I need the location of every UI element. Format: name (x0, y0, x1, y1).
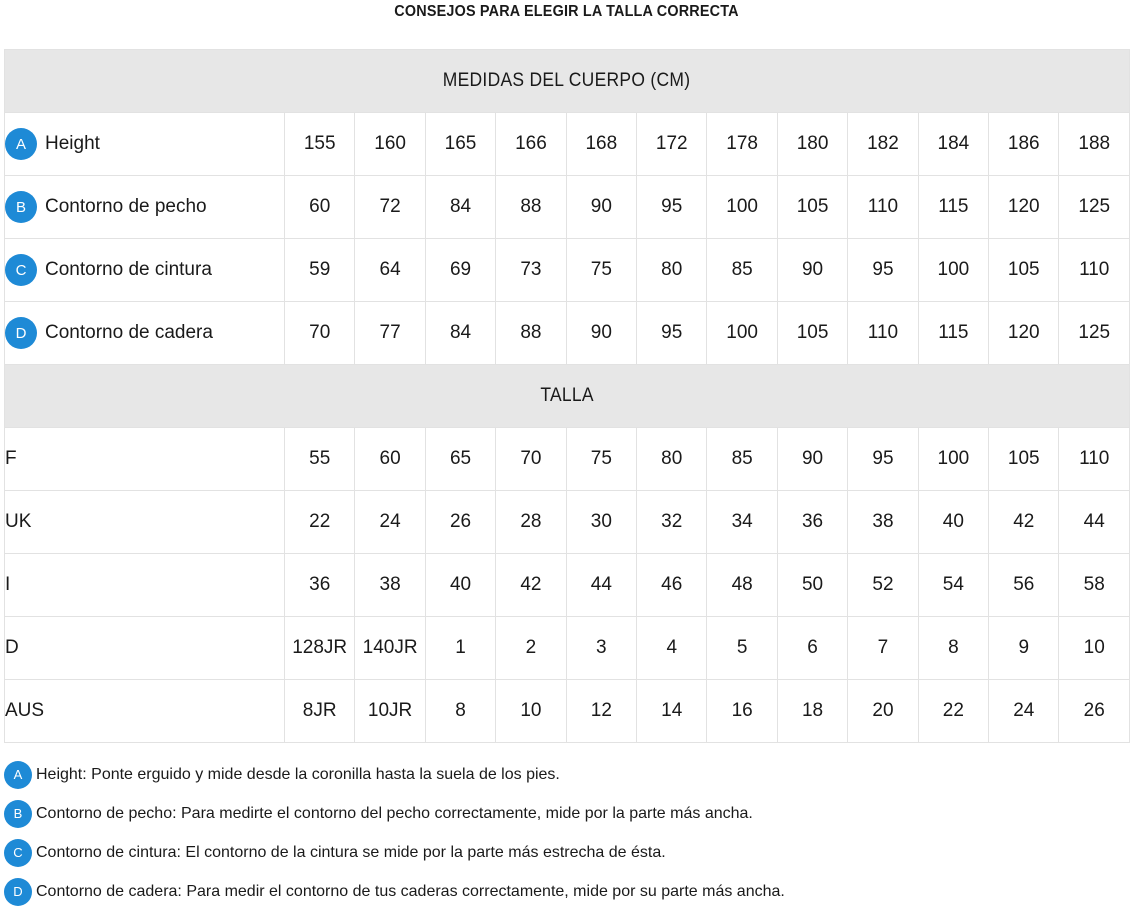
size-system-label: I (5, 554, 285, 617)
table-cell: 95 (637, 176, 707, 239)
note-text: Contorno de cadera: Para medir el contorno de tus caderas correctamente, mide por su parte más ancha. (36, 882, 785, 900)
table-row (5, 302, 1130, 365)
table-cell: 42 (496, 554, 566, 617)
table-cell: 172 (637, 113, 707, 176)
table-cell: 90 (777, 239, 847, 302)
size-system-label: D (5, 617, 285, 680)
table-cell: 115 (918, 302, 988, 365)
table-cell: 40 (918, 491, 988, 554)
section-title-body: MEDIDAS DEL CUERPO (CM) (443, 70, 691, 91)
note-item (4, 833, 1130, 872)
table-cell: 48 (707, 554, 777, 617)
table-cell: 180 (777, 113, 847, 176)
table-cell: 110 (848, 302, 918, 365)
table-cell: 60 (355, 428, 425, 491)
table-cell: 75 (566, 239, 636, 302)
table-cell: 59 (285, 239, 355, 302)
table-cell: 7 (848, 617, 918, 680)
table-cell: 100 (707, 176, 777, 239)
table-cell: 90 (566, 302, 636, 365)
table-cell: 168 (566, 113, 636, 176)
note-text: Contorno de pecho: Para medirte el contorno del pecho correctamente, mide por la parte más ancha. (36, 804, 753, 822)
section-header-body (5, 50, 1130, 113)
table-cell: 70 (285, 302, 355, 365)
size-system-label: F (5, 428, 285, 491)
table-cell: 90 (777, 428, 847, 491)
note-text: Contorno de cintura: El contorno de la cintura se mide por la parte más estrecha de ésta. (36, 843, 666, 861)
table-cell: 120 (989, 302, 1059, 365)
measurement-badge: C (5, 254, 37, 286)
note-text: Height: Ponte erguido y mide desde la coronilla hasta la suela de los pies. (36, 765, 560, 783)
table-row (5, 239, 1130, 302)
table-cell: 70 (496, 428, 566, 491)
table-cell: 84 (425, 176, 495, 239)
row-label (5, 113, 285, 176)
table-cell: 24 (989, 680, 1059, 743)
table-cell: 105 (777, 176, 847, 239)
table-cell: 105 (777, 302, 847, 365)
table-cell: 64 (355, 239, 425, 302)
table-cell: 24 (355, 491, 425, 554)
table-row (5, 554, 1130, 617)
table-cell: 72 (355, 176, 425, 239)
table-cell: 2 (496, 617, 566, 680)
table-row (5, 680, 1130, 743)
note-badge: C (4, 839, 32, 867)
table-cell: 155 (285, 113, 355, 176)
table-cell: 30 (566, 491, 636, 554)
table-cell: 84 (425, 302, 495, 365)
table-cell: 85 (707, 428, 777, 491)
row-label (5, 239, 285, 302)
size-system-label: UK (5, 491, 285, 554)
table-cell: 110 (848, 176, 918, 239)
measurement-badge: D (5, 317, 37, 349)
table-cell: 80 (637, 239, 707, 302)
table-cell: 80 (637, 428, 707, 491)
table-cell: 110 (1059, 239, 1130, 302)
table-cell: 166 (496, 113, 566, 176)
size-system-label: AUS (5, 680, 285, 743)
table-cell: 85 (707, 239, 777, 302)
note-item (4, 755, 1130, 794)
table-cell: 44 (1059, 491, 1130, 554)
table-cell: 10JR (355, 680, 425, 743)
section-header-size (5, 365, 1130, 428)
table-cell: 100 (918, 239, 988, 302)
table-cell: 105 (989, 239, 1059, 302)
note-badge: D (4, 878, 32, 906)
measurement-badge: B (5, 191, 37, 223)
table-row (5, 113, 1130, 176)
table-cell: 90 (566, 176, 636, 239)
table-cell: 77 (355, 302, 425, 365)
table-cell: 95 (637, 302, 707, 365)
table-cell: 95 (848, 428, 918, 491)
table-cell: 115 (918, 176, 988, 239)
table-cell: 38 (848, 491, 918, 554)
table-cell: 58 (1059, 554, 1130, 617)
table-cell: 40 (425, 554, 495, 617)
table-row (5, 428, 1130, 491)
table-cell: 55 (285, 428, 355, 491)
table-cell: 52 (848, 554, 918, 617)
measurement-label: Contorno de cintura (45, 259, 212, 280)
table-cell: 26 (1059, 680, 1130, 743)
table-cell: 8JR (285, 680, 355, 743)
section-title-size: TALLA (540, 385, 594, 406)
table-cell: 60 (285, 176, 355, 239)
table-cell: 105 (989, 428, 1059, 491)
table-cell: 38 (355, 554, 425, 617)
table-cell: 186 (989, 113, 1059, 176)
table-cell: 26 (425, 491, 495, 554)
table-cell: 36 (777, 491, 847, 554)
table-cell: 22 (918, 680, 988, 743)
table-cell: 88 (496, 302, 566, 365)
measurement-label: Height (45, 133, 100, 154)
table-cell: 20 (848, 680, 918, 743)
table-cell: 50 (777, 554, 847, 617)
note-badge: B (4, 800, 32, 828)
table-cell: 9 (989, 617, 1059, 680)
table-cell: 14 (637, 680, 707, 743)
table-cell: 125 (1059, 302, 1130, 365)
table-cell: 4 (637, 617, 707, 680)
measurement-label: Contorno de cadera (45, 322, 213, 343)
table-cell: 75 (566, 428, 636, 491)
table-cell: 65 (425, 428, 495, 491)
table-cell: 22 (285, 491, 355, 554)
table-cell: 44 (566, 554, 636, 617)
table-cell: 140JR (355, 617, 425, 680)
table-cell: 160 (355, 113, 425, 176)
page-title: CONSEJOS PARA ELEGIR LA TALLA CORRECTA (394, 3, 739, 20)
table-cell: 56 (989, 554, 1059, 617)
table-cell: 178 (707, 113, 777, 176)
table-cell: 128JR (285, 617, 355, 680)
table-cell: 8 (918, 617, 988, 680)
table-cell: 1 (425, 617, 495, 680)
measurement-notes (4, 755, 1130, 911)
table-cell: 120 (989, 176, 1059, 239)
note-item (4, 794, 1130, 833)
table-cell: 46 (637, 554, 707, 617)
table-cell: 3 (566, 617, 636, 680)
table-cell: 88 (496, 176, 566, 239)
table-cell: 100 (707, 302, 777, 365)
note-item (4, 872, 1130, 911)
table-cell: 18 (777, 680, 847, 743)
table-cell: 12 (566, 680, 636, 743)
table-cell: 73 (496, 239, 566, 302)
row-label (5, 176, 285, 239)
table-cell: 54 (918, 554, 988, 617)
size-chart-table (4, 49, 1130, 743)
measurement-badge: A (5, 128, 37, 160)
table-row (5, 491, 1130, 554)
table-cell: 16 (707, 680, 777, 743)
table-row (5, 176, 1130, 239)
measurement-label: Contorno de pecho (45, 196, 207, 217)
table-cell: 125 (1059, 176, 1130, 239)
table-cell: 8 (425, 680, 495, 743)
table-cell: 182 (848, 113, 918, 176)
table-cell: 42 (989, 491, 1059, 554)
note-badge: A (4, 761, 32, 789)
table-cell: 5 (707, 617, 777, 680)
table-cell: 36 (285, 554, 355, 617)
table-cell: 165 (425, 113, 495, 176)
table-cell: 34 (707, 491, 777, 554)
table-cell: 10 (496, 680, 566, 743)
table-cell: 184 (918, 113, 988, 176)
table-cell: 6 (777, 617, 847, 680)
row-label (5, 302, 285, 365)
table-cell: 32 (637, 491, 707, 554)
table-cell: 100 (918, 428, 988, 491)
table-cell: 10 (1059, 617, 1130, 680)
table-cell: 110 (1059, 428, 1130, 491)
table-row (5, 617, 1130, 680)
table-cell: 69 (425, 239, 495, 302)
table-cell: 188 (1059, 113, 1130, 176)
table-cell: 28 (496, 491, 566, 554)
table-cell: 95 (848, 239, 918, 302)
